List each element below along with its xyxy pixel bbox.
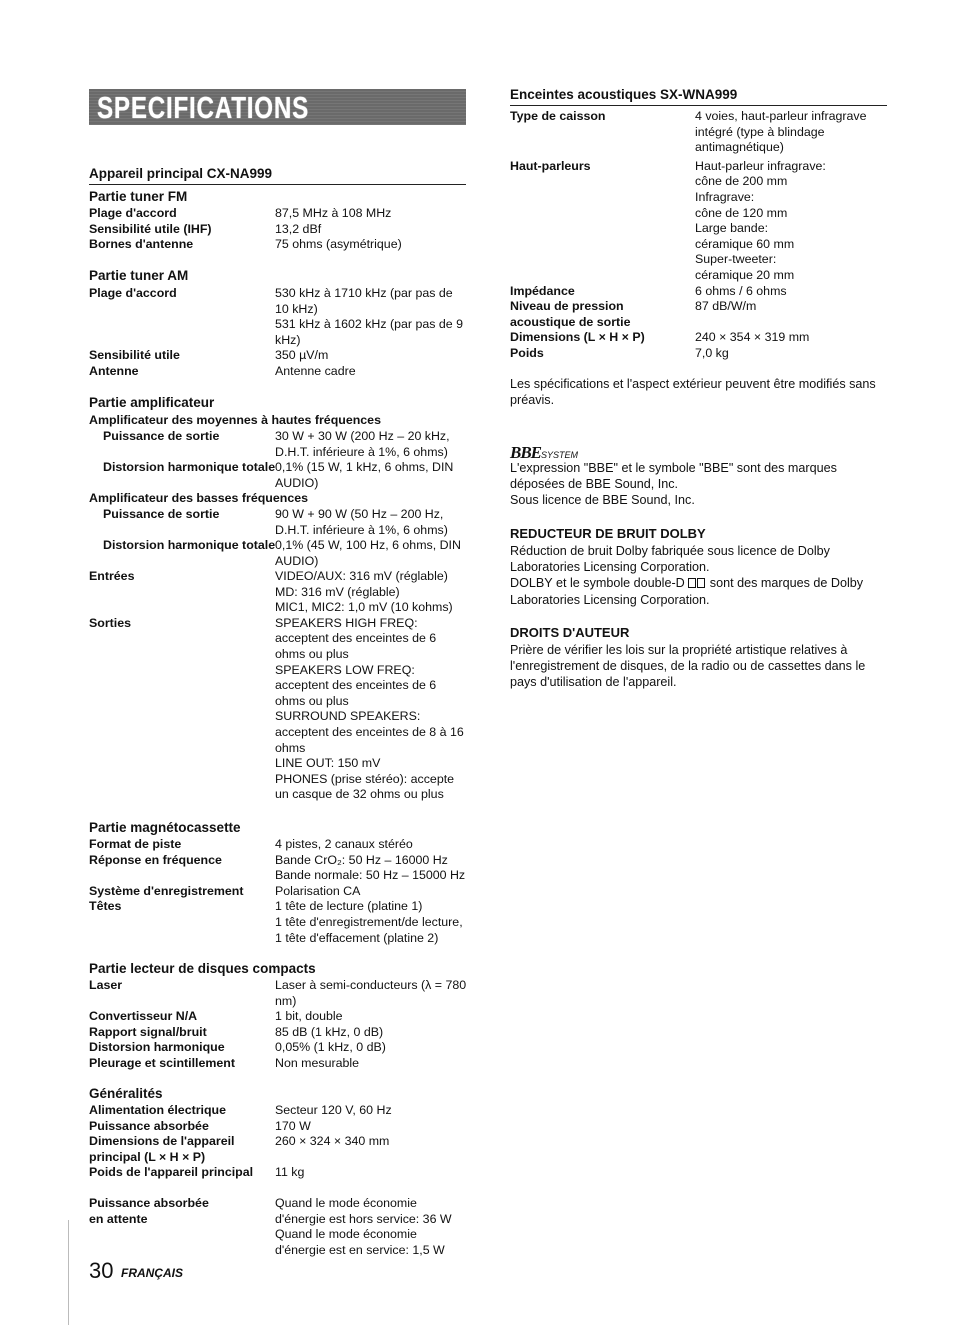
text-line: Prière de vérifier les lois sur la propriété artistique relatives à bbox=[510, 643, 848, 657]
spec-value: 13,2 dBf bbox=[275, 221, 322, 236]
spec-label: Distorsion harmonique totale bbox=[103, 460, 276, 475]
spec-value: Non mesurable bbox=[275, 1056, 360, 1070]
spec-value: VIDEO/AUX: 316 mV (réglable) MD: 316 mV (réglable) MIC1, MIC2: 1,0 mV (10 kohms) bbox=[275, 569, 453, 615]
text-line: pays d'utilisation de l'appareil. bbox=[510, 675, 677, 690]
spec-value: Antenne cadre bbox=[275, 364, 356, 378]
bbe-logo-system: SYSTEM bbox=[541, 450, 579, 460]
change-notice bbox=[510, 376, 890, 408]
bbe-text bbox=[510, 460, 890, 509]
spec-value: Polarisation CA bbox=[275, 883, 361, 898]
speakers-heading: Enceintes acoustiques SX-WNA999 bbox=[510, 87, 738, 102]
amp-heading: Partie amplificateur bbox=[89, 395, 215, 410]
spec-label: Laser bbox=[89, 978, 123, 992]
spec-value: Laser à semi-conducteurs (λ = 780 nm) bbox=[275, 978, 467, 1008]
text-line: Les spécifications et l'aspect extérieur peuvent être modifiés sans bbox=[510, 377, 876, 391]
spec-value: Haut-parleur infragrave: cône de 200 mm Infragrave: cône de 120 mm Large bande: céramique 60 mm Super-tweeter: céramique 20 mm bbox=[695, 158, 826, 282]
spec-label: Plage d'accord bbox=[89, 206, 177, 220]
tape-heading: Partie magnétocassette bbox=[89, 820, 241, 835]
dolby-line3-before: DOLBY et le symbole double-D bbox=[510, 576, 685, 591]
spec-value: 1 bit, double bbox=[275, 1009, 343, 1024]
main-unit-rule bbox=[89, 184, 466, 185]
spec-value: 85 dB (1 kHz, 0 dB) bbox=[275, 1024, 384, 1039]
spec-value: 170 W bbox=[275, 1118, 311, 1133]
spec-value: 0,05% (1 kHz, 0 dB) bbox=[275, 1040, 386, 1055]
spec-value: 1 tête de lecture (platine 1) 1 tête d'enregistrement/de lecture, 1 tête d'effacement (platine 2) bbox=[275, 899, 463, 945]
spec-value: Quand le mode économie d'énergie est hors service: 36 W Quand le mode économie d'énergie est en service: 1,5 W bbox=[275, 1196, 452, 1257]
general-heading: Généralités bbox=[89, 1086, 163, 1101]
spec-value: 11 kg bbox=[275, 1165, 305, 1180]
spec-label: Niveau de pression acoustique de sortie bbox=[510, 299, 631, 329]
amp-mid-high-heading: Amplificateur des moyennes à hautes fréquences bbox=[89, 413, 381, 427]
spec-value: 0,1% (15 W, 1 kHz, 6 ohms, DIN AUDIO) bbox=[275, 460, 454, 490]
spec-label: Puissance absorbée bbox=[89, 1118, 209, 1133]
bbe-logo-mark: BBE bbox=[510, 443, 542, 462]
spec-value: 87 dB/W/m bbox=[695, 299, 757, 314]
dolby-line4: Laboratories Licensing Corporation. bbox=[510, 592, 710, 607]
spec-label: Dimensions (L × H × P) bbox=[510, 330, 645, 345]
fm-heading: Partie tuner FM bbox=[89, 189, 188, 204]
text-line: Sous licence de BBE Sound, Inc. bbox=[510, 493, 695, 508]
dolby-text bbox=[510, 543, 890, 608]
spec-label: Réponse en fréquence bbox=[89, 852, 222, 867]
spec-label: Pleurage et scintillement bbox=[89, 1056, 235, 1070]
spec-value: 4 voies, haut-parleur infragrave intégré (type à blindage antimagnétique) bbox=[695, 109, 867, 155]
spec-value: Bande CrO₂: 50 Hz – 16000 Hz Bande normale: 50 Hz – 15000 Hz bbox=[275, 852, 466, 883]
spec-value: 240 × 354 × 319 mm bbox=[695, 330, 810, 345]
spec-label: Convertisseur N/A bbox=[89, 1009, 198, 1024]
dolby-double-d-icon bbox=[688, 575, 706, 591]
spec-label: Sensibilité utile (IHF) bbox=[89, 221, 212, 236]
spec-value: 90 W + 90 W (50 Hz – 200 Hz, D.H.T. inférieure à 1%, 6 ohms) bbox=[275, 507, 448, 537]
language-label: FRANÇAIS bbox=[121, 1266, 183, 1280]
spec-label: Antenne bbox=[89, 364, 139, 378]
spec-value: 260 × 324 × 340 mm bbox=[275, 1134, 390, 1149]
text-line: déposées de BBE Sound, Inc. bbox=[510, 477, 679, 492]
spec-label: Distorsion harmonique totale bbox=[103, 538, 276, 553]
margin-line bbox=[68, 1220, 69, 1325]
spec-label: Poids bbox=[510, 346, 544, 360]
spec-value: 0,1% (45 W, 100 Hz, 6 ohms, DIN AUDIO) bbox=[275, 538, 461, 568]
spec-value: SPEAKERS HIGH FREQ: acceptent des enceintes de 6 ohms ou plus SPEAKERS LOW FREQ: acceptent des enceintes de 6 ohms ou plus SURROUND SPEAKERS: acceptent des enceintes de 8 à 16 ohms LINE OUT: 150 mV PHONES (prise stéréo): accepte un casque de 32 ohms ou plus bbox=[275, 615, 464, 802]
am-heading: Partie tuner AM bbox=[89, 268, 189, 283]
spec-label: Plage d'accord bbox=[89, 286, 177, 300]
dolby-heading: REDUCTEUR DE BRUIT DOLBY bbox=[510, 526, 706, 541]
speakers-rule bbox=[510, 105, 887, 106]
spec-label: Type de caisson bbox=[510, 109, 606, 123]
spec-value: 6 ohms / 6 ohms bbox=[695, 283, 787, 298]
dolby-line3-after: sont des marques de Dolby bbox=[709, 576, 864, 591]
spec-label: Haut-parleurs bbox=[510, 158, 591, 173]
spec-value: 7,0 kg bbox=[695, 346, 729, 360]
spec-label: Dimensions de l'appareil principal (L × H × P) bbox=[89, 1134, 235, 1164]
banner-title: SPECIFICATIONS bbox=[97, 90, 309, 125]
spec-label: Bornes d'antenne bbox=[89, 237, 194, 252]
text-line: préavis. bbox=[510, 393, 555, 408]
spec-value: 30 W + 30 W (200 Hz – 20 kHz, D.H.T. inférieure à 1%, 6 ohms) bbox=[275, 429, 450, 459]
spec-label: Sorties bbox=[89, 615, 132, 630]
main-unit-heading: Appareil principal CX-NA999 bbox=[89, 166, 273, 181]
specifications-banner bbox=[89, 89, 466, 125]
spec-value: 4 pistes, 2 canaux stéréo bbox=[275, 837, 413, 851]
spec-label: Puissance de sortie bbox=[103, 429, 220, 443]
spec-value: 87,5 MHz à 108 MHz bbox=[275, 206, 392, 220]
spec-value: 75 ohms (asymétrique) bbox=[275, 237, 402, 252]
copyright-heading: DROITS D'AUTEUR bbox=[510, 625, 630, 640]
cd-heading: Partie lecteur de disques compacts bbox=[89, 961, 316, 976]
page-number: 30 bbox=[89, 1258, 114, 1283]
text-line: Laboratories Licensing Corporation. bbox=[510, 560, 710, 575]
spec-label: Impédance bbox=[510, 283, 575, 298]
spec-value: 350 µV/m bbox=[275, 348, 329, 363]
spec-label: Rapport signal/bruit bbox=[89, 1024, 207, 1039]
text-line: L'expression "BBE" et le symbole "BBE" sont des marques bbox=[510, 461, 837, 475]
spec-label: Têtes bbox=[89, 899, 122, 914]
copyright-text bbox=[510, 642, 890, 691]
spec-label: Format de piste bbox=[89, 837, 182, 851]
spec-label: Système d'enregistrement bbox=[89, 883, 244, 898]
spec-label: Distorsion harmonique bbox=[89, 1040, 225, 1055]
spec-label: Poids de l'appareil principal bbox=[89, 1165, 254, 1180]
spec-label: Puissance absorbée en attente bbox=[89, 1196, 209, 1226]
spec-label: Puissance de sortie bbox=[103, 507, 220, 521]
spec-label: Alimentation électrique bbox=[89, 1103, 227, 1117]
text-line: l'enregistrement de disques, de la radio ou de cassettes dans le bbox=[510, 659, 866, 674]
spec-label: Entrées bbox=[89, 569, 135, 583]
amp-low-heading: Amplificateur des basses fréquences bbox=[89, 491, 308, 505]
spec-value: 530 kHz à 1710 kHz (par pas de 10 kHz) 531 kHz à 1602 kHz (par pas de 9 kHz) bbox=[275, 286, 464, 347]
spec-label: Sensibilité utile bbox=[89, 348, 180, 363]
spec-value: Secteur 120 V, 60 Hz bbox=[275, 1103, 392, 1117]
text-line: Réduction de bruit Dolby fabriquée sous licence de Dolby bbox=[510, 544, 830, 558]
